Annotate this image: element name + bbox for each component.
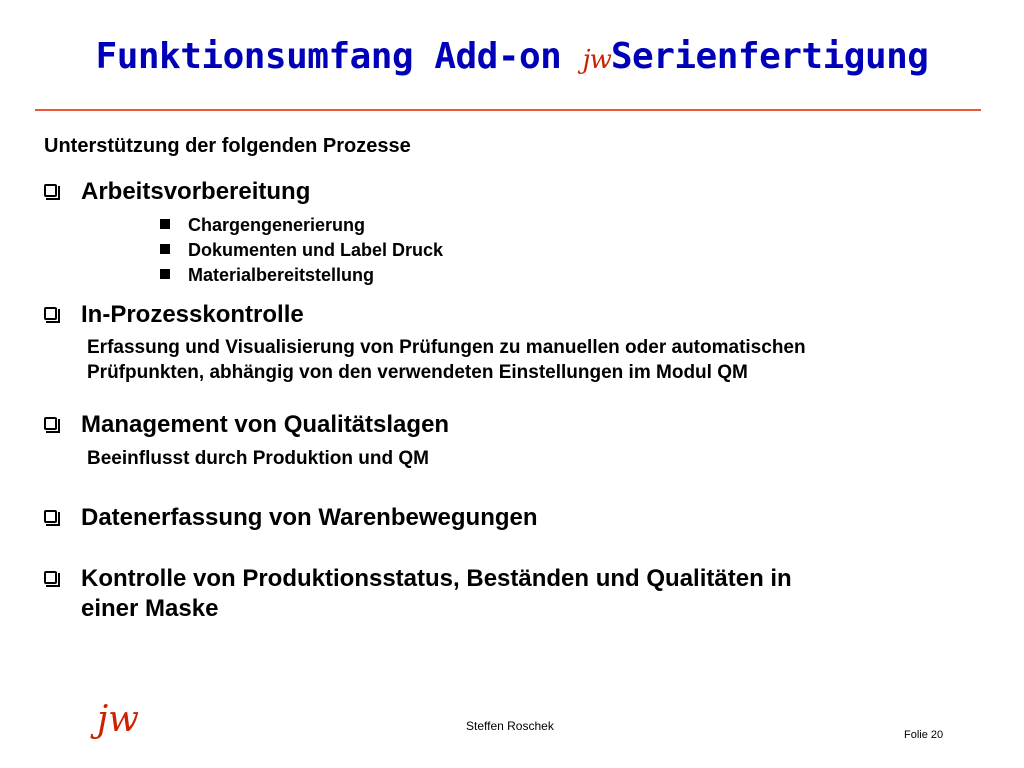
list-item-label: Materialbereitstellung: [188, 265, 375, 285]
section-label: Management von Qualitätslagen: [81, 411, 450, 438]
checkbox-bullet-icon: [44, 184, 57, 197]
square-bullet-icon: [160, 219, 170, 229]
slide-title: [0, 36, 1024, 77]
section-label-line: Kontrolle von Produktionsstatus, Beständen und Qualitäten in: [81, 565, 792, 592]
checkbox-bullet-icon: [44, 307, 57, 320]
jw-logo: jw: [97, 699, 139, 740]
section-label: [81, 564, 792, 624]
section-label: Arbeitsvorbereitung: [81, 178, 311, 205]
section-description: [87, 446, 429, 471]
section-in-prozesskontrolle: [44, 300, 304, 330]
section-qualitaetslagen: [44, 410, 449, 440]
footer-author: Steffen Roschek: [466, 719, 554, 733]
list-item-label: Chargengenerierung: [188, 215, 366, 235]
title-divider: [35, 109, 981, 111]
section-warenbewegungen: [44, 503, 538, 533]
checkbox-bullet-icon: [44, 510, 57, 523]
checkbox-bullet-icon: [44, 571, 57, 584]
list-item: [160, 213, 365, 238]
section-kontrolle: [44, 564, 792, 624]
title-brand: jw: [582, 45, 611, 75]
section-description: [87, 335, 806, 385]
section-label-line: einer Maske: [81, 595, 219, 622]
list-item: [160, 263, 374, 288]
description-line: Prüfpunkten, abhängig von den verwendeten Einstellungen im Modul QM: [87, 362, 748, 383]
checkbox-bullet-icon: [44, 417, 57, 430]
description-line: Beeinflusst durch Produktion und QM: [87, 448, 429, 469]
square-bullet-icon: [160, 244, 170, 254]
title-suffix: Serienfertigung: [610, 36, 929, 77]
section-label: Datenerfassung von Warenbewegungen: [81, 504, 538, 531]
description-line: Erfassung und Visualisierung von Prüfungen zu manuellen oder automatischen: [87, 337, 806, 358]
subheading: Unterstützung der folgenden Prozesse: [44, 135, 411, 157]
footer-page-number: Folie 20: [904, 729, 944, 741]
section-label: In-Prozesskontrolle: [81, 301, 304, 328]
square-bullet-icon: [160, 269, 170, 279]
list-item-label: Dokumenten und Label Druck: [188, 240, 444, 260]
section-arbeitsvorbereitung: [44, 177, 310, 207]
list-item: [160, 238, 443, 263]
title-prefix: Funktionsumfang Add-on: [95, 36, 583, 77]
